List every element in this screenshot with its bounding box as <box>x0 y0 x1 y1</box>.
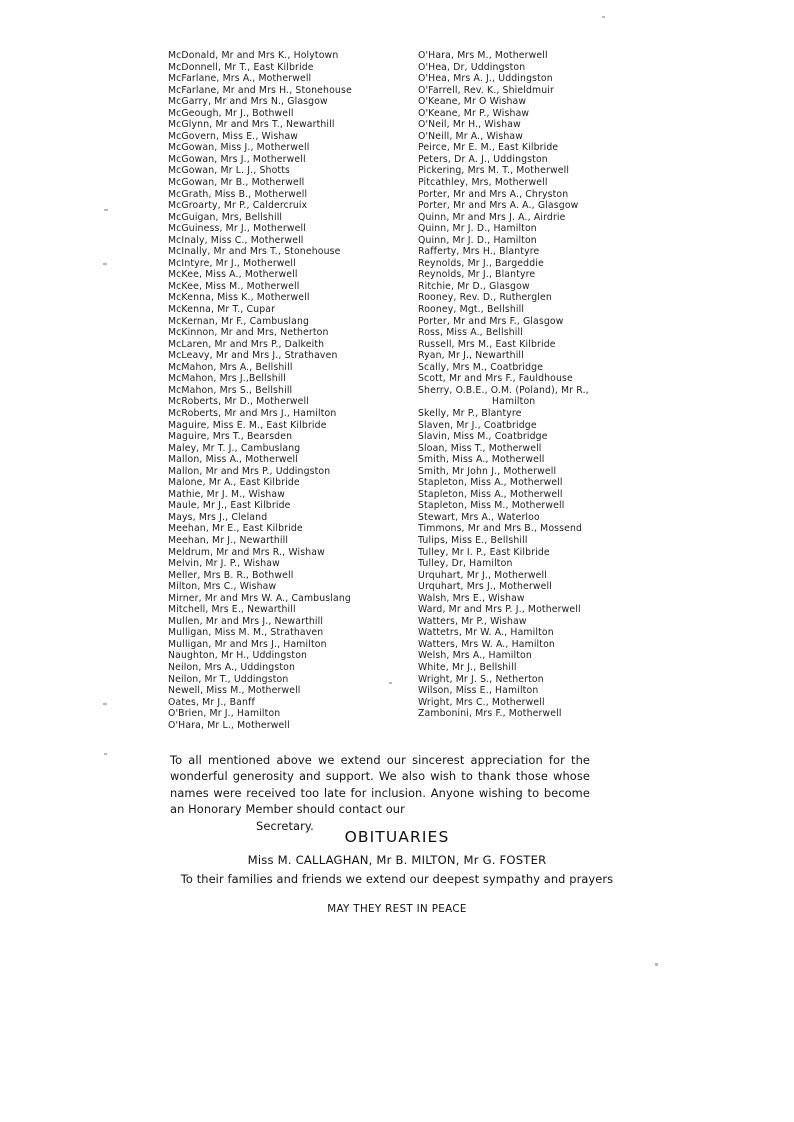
list-item: McLeavy, Mr and Mrs J., Strathaven <box>168 350 338 362</box>
list-item: McMahon, Mrs A., Bellshill <box>168 361 293 373</box>
list-item: McInally, Mr and Mrs T., Stonehouse <box>168 246 341 258</box>
list-item: McGowan, Miss J., Motherwell <box>168 142 310 154</box>
list-item: Tulley, Mr I. P., East Kilbride <box>418 546 550 558</box>
list-item: O'Farrell, Rev. K., Shieldmuir <box>418 84 554 96</box>
list-item: McGarry, Mr and Mrs N., Glasgow <box>168 96 328 108</box>
scan-speck <box>104 753 107 755</box>
list-item: McGuigan, Mrs, Bellshill <box>168 211 283 223</box>
list-item: Urquhart, Mrs J., Motherwell <box>418 581 552 593</box>
names-column-right <box>418 50 648 720</box>
list-item: Urquhart, Mr J., Motherwell <box>418 569 547 581</box>
list-item: McGovern, Miss E., Wishaw <box>168 130 299 142</box>
list-item: O'Hara, Mrs M., Motherwell <box>418 50 548 61</box>
list-item: Neilon, Mr T., Uddingston <box>168 673 289 685</box>
list-item: Ritchie, Mr D., Glasgow <box>418 280 530 292</box>
list-item: Scott, Mr and Mrs F., Fauldhouse <box>418 373 573 385</box>
list-item: Sherry, O.B.E., O.M. (Poland), Mr R., <box>418 384 589 396</box>
list-item: McKinnon, Mr and Mrs, Netherton <box>168 327 329 339</box>
list-item: O'Neil, Mr H., Wishaw <box>418 119 521 131</box>
list-item: Sloan, Miss T., Motherwell <box>418 442 542 454</box>
list-item: Mullen, Mr and Mrs J., Newarthill <box>168 615 324 627</box>
list-item: McIntyre, Mr J., Motherwell <box>168 257 296 269</box>
list-item: Porter, Mr and Mrs A. A., Glasgow <box>418 200 579 212</box>
list-item: McGlynn, Mr and Mrs T., Newarthill <box>168 119 335 131</box>
list-item: Malone, Mr A., East Kilbride <box>168 477 300 489</box>
list-item: Newell, Miss M., Motherwell <box>168 685 301 697</box>
list-item: McGowan, Mrs J., Motherwell <box>168 153 306 165</box>
list-item: Maule, Mr J., East Kilbride <box>168 500 291 512</box>
scan-speck <box>103 703 107 705</box>
list-item: Timmons, Mr and Mrs B., Mossend <box>418 523 583 535</box>
list-item: O'Hara, Mr L., Motherwell <box>168 719 290 731</box>
list-item: Stewart, Mrs A., Waterloo <box>418 511 540 523</box>
closing-secretary-line: Secretary. <box>256 818 314 833</box>
list-item: Rafferty, Mrs H., Blantyre <box>418 246 540 258</box>
list-item: Naughton, Mr H., Uddingston <box>168 650 308 662</box>
list-item: McRoberts, Mr D., Motherwell <box>168 396 310 408</box>
list-item: Porter, Mr and Mrs F., Glasgow <box>418 315 564 327</box>
list-item: McKernan, Mr F., Cambuslang <box>168 315 310 327</box>
list-item: McInaly, Miss C., Motherwell <box>168 234 304 246</box>
list-item: Meehan, Mr E., East Kilbride <box>168 523 303 535</box>
list-item: McDonnell, Mr T., East Kilbride <box>168 61 314 73</box>
list-item: Watters, Mrs W. A., Hamilton <box>418 638 555 650</box>
list-item: Quinn, Mr J. D., Hamilton <box>418 223 537 235</box>
list-item: Smith, Mr John J., Motherwell <box>418 465 557 477</box>
list-item: Pitcathley, Mrs, Motherwell <box>418 177 548 189</box>
list-item: Milton, Mrs C., Wishaw <box>168 581 277 593</box>
list-item: Quinn, Mr and Mrs J. A., Airdrie <box>418 211 566 223</box>
list-item: Wright, Mr J. S., Netherton <box>418 673 544 685</box>
scan-speck <box>602 16 605 18</box>
list-item: Rooney, Mgt., Bellshill <box>418 304 525 316</box>
list-item: Hamilton <box>492 396 536 408</box>
list-item: Reynolds, Mr J., Bargeddie <box>418 257 544 269</box>
list-item: McKenna, Miss K., Motherwell <box>168 292 310 304</box>
list-item: Mirner, Mr and Mrs W. A., Cambuslang <box>168 592 351 604</box>
list-item: Pickering, Mrs M. T., Motherwell <box>418 165 570 177</box>
list-item: Mulligan, Mr and Mrs J., Hamilton <box>168 638 327 650</box>
list-item: Porter, Mr and Mrs A., Chryston <box>418 188 569 200</box>
list-item: Reynolds, Mr J., Blantyre <box>418 269 536 281</box>
list-item: McGuiness, Mr J., Motherwell <box>168 223 306 235</box>
list-item: O'Hea, Mrs A. J., Uddingston <box>418 73 553 85</box>
list-item: Smith, Miss A., Motherwell <box>418 454 545 466</box>
list-item: Peirce, Mr E. M., East Kilbride <box>418 142 559 154</box>
list-item: Russell, Mrs M., East Kilbride <box>418 338 556 350</box>
list-item: Stapleton, Miss A., Motherwell <box>418 488 563 500</box>
list-item: Maley, Mr T. J., Cambuslang <box>168 442 301 454</box>
list-item: Stapleton, Miss M., Motherwell <box>418 500 565 512</box>
list-item: Maguire, Mrs T., Bearsden <box>168 431 293 443</box>
names-column-left <box>168 50 418 731</box>
list-item: Oates, Mr J., Banff <box>168 696 255 708</box>
list-item: Rooney, Rev. D., Rutherglen <box>418 292 552 304</box>
list-item: Walsh, Mrs E., Wishaw <box>418 592 525 604</box>
list-item: Wilson, Miss E., Hamilton <box>418 685 539 697</box>
list-item: Tulips, Miss E., Bellshill <box>418 534 528 546</box>
obituaries-heading: OBITUARIES <box>344 828 450 846</box>
list-item: Ward, Mr and Mrs P. J., Motherwell <box>418 604 581 616</box>
list-item: White, Mr J., Bellshill <box>418 661 517 673</box>
list-item: Meehan, Mr J., Newarthill <box>168 534 289 546</box>
list-item: O'Neill, Mr A., Wishaw <box>418 130 523 142</box>
obituaries-rest-in-peace: MAY THEY REST IN PEACE <box>327 903 467 915</box>
list-item: Ross, Miss A., Bellshill <box>418 327 523 339</box>
list-item: Melvin, Mr J. P., Wishaw <box>168 558 280 570</box>
list-item: McMahon, Mrs S., Bellshill <box>168 384 293 396</box>
list-item: McRoberts, Mr and Mrs J., Hamilton <box>168 407 337 419</box>
list-item: Welsh, Mrs A., Hamilton <box>418 650 532 662</box>
list-item: Stapleton, Miss A., Motherwell <box>418 477 563 489</box>
list-item: Slavin, Miss M., Coatbridge <box>418 431 548 443</box>
obituaries-sympathy-text: To their families and friends we extend our deepest sympathy and prayers <box>180 872 614 886</box>
list-item: Mitchell, Mrs E., Newarthill <box>168 604 296 616</box>
list-item: Mallon, Mr and Mrs P., Uddingston <box>168 465 331 477</box>
list-item: O'Brien, Mr J., Hamilton <box>168 708 281 720</box>
list-item: Quinn, Mr J. D., Hamilton <box>418 234 537 246</box>
list-item: Slaven, Mr J., Coatbridge <box>418 419 537 431</box>
list-item: Maguire, Miss E. M., East Kilbride <box>168 419 327 431</box>
list-item: McGeough, Mr J., Bothwell <box>168 107 294 119</box>
obituaries-names: Miss M. CALLAGHAN, Mr B. MILTON, Mr G. FOSTER <box>247 853 547 867</box>
list-item: Tulley, Dr, Hamilton <box>418 558 513 570</box>
list-item: O'Hea, Dr, Uddingston <box>418 61 526 73</box>
list-item: McGowan, Mr L. J., Shotts <box>168 165 290 177</box>
list-item: McDonald, Mr and Mrs K., Holytown <box>168 50 339 61</box>
list-item: Wattetrs, Mr W. A., Hamilton <box>418 627 554 639</box>
list-item: Mallon, Miss A., Motherwell <box>168 454 299 466</box>
list-item: McFarlane, Mr and Mrs H., Stonehouse <box>168 84 352 96</box>
list-item: McGowan, Mr B., Motherwell <box>168 177 305 189</box>
list-item: Ryan, Mr J., Newarthill <box>418 350 524 362</box>
list-item: Mulligan, Miss M. M., Strathaven <box>168 627 324 639</box>
scan-speck <box>103 263 107 265</box>
list-item: Watters, Mr P., Wishaw <box>418 615 527 627</box>
list-item: McGroarty, Mr P., Caldercruix <box>168 200 308 212</box>
list-item: O'Keane, Mr O Wishaw <box>418 96 527 108</box>
list-item: McLaren, Mr and Mrs P., Dalkeith <box>168 338 325 350</box>
scan-speck <box>655 963 658 966</box>
list-item: Mays, Mrs J., Cleland <box>168 511 268 523</box>
list-item: Scally, Mrs M., Coatbridge <box>418 361 544 373</box>
scan-speck <box>104 209 108 211</box>
list-item: Skelly, Mr P., Blantyre <box>418 407 522 419</box>
list-item: Meldrum, Mr and Mrs R., Wishaw <box>168 546 325 558</box>
list-item: McGrath, Miss B., Motherwell <box>168 188 308 200</box>
list-item: Wright, Mrs C., Motherwell <box>418 696 545 708</box>
list-item: McKee, Miss A., Motherwell <box>168 269 298 281</box>
closing-text: To all mentioned above we extend our sincerest appreciation for the wonderful generosity and support. We also wish to thank those whose names were received too late for inclusion. Anyone wishing to become an Honorary Member should contact our <box>170 753 590 817</box>
list-item: O'Keane, Mr P., Wishaw <box>418 107 530 119</box>
list-item: McKenna, Mr T., Cupar <box>168 304 276 316</box>
closing-paragraph <box>170 752 590 834</box>
list-item: McKee, Miss M., Motherwell <box>168 280 300 292</box>
list-item: Zambonini, Mrs F., Motherwell <box>418 708 562 720</box>
list-item: McFarlane, Mrs A., Motherwell <box>168 73 312 85</box>
list-item: Peters, Dr A. J., Uddingston <box>418 153 548 165</box>
list-item: Meller, Mrs B. R., Bothwell <box>168 569 294 581</box>
list-item: Mathie, Mr J. M., Wishaw <box>168 488 286 500</box>
list-item: Neilon, Mrs A., Uddingston <box>168 661 295 673</box>
list-item: McMahon, Mrs J.,Bellshill <box>168 373 287 385</box>
